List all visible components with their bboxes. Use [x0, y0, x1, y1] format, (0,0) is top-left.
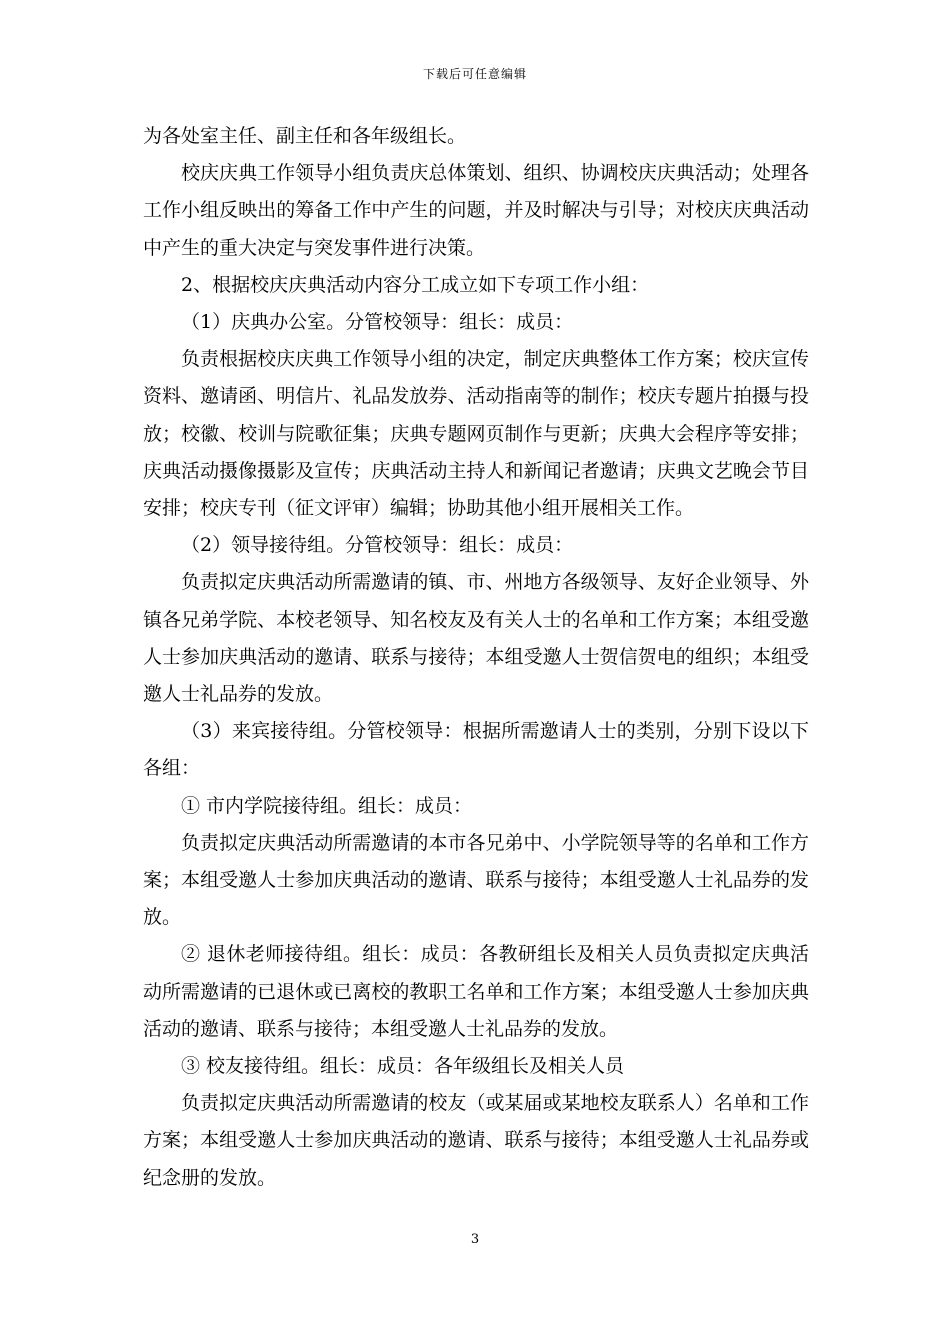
- paragraph: 负责拟定庆典活动所需邀请的校友（或某届或某地校友联系人）名单和工作方案；本组受邀人士参加庆典活动的邀请、联系与接待；本组受邀人士礼品券或纪念册的发放。: [143, 1092, 809, 1189]
- paragraph: 负责拟定庆典活动所需邀请的本市各兄弟中、小学院领导等的名单和工作方案；本组受邀人士参加庆典活动的邀请、联系与接待；本组受邀人士礼品券的发放。: [143, 831, 809, 929]
- document-body: [143, 118, 809, 1197]
- page-number: 3: [470, 1232, 480, 1247]
- subsection-heading: （1）庆典办公室。分管校领导：组长：成员：: [181, 311, 574, 334]
- subsection-heading: （3）来宾接待组。分管校领导：根据所需邀请人士的类别，分别下设以下各组：: [143, 720, 809, 780]
- subsection-heading: （2）领导接待组。分管校领导：组长：成员：: [181, 534, 574, 557]
- page-header: 下载后可任意编辑: [422, 67, 527, 81]
- paragraph: 负责拟定庆典活动所需邀请的镇、市、州地方各级领导、友好企业领导、外镇各兄弟学院、本校老领导、知名校友及有关人士的名单和工作方案；本组受邀人士参加庆典活动的邀请、联系与接待；本组受邀人士贺信贺电的组织；本组受邀人士礼品券的发放。: [143, 571, 809, 706]
- paragraph: 负责根据校庆庆典工作领导小组的决定，制定庆典整体工作方案；校庆宣传资料、邀请函、明信片、礼品发放券、活动指南等的制作；校庆专题片拍摄与投放；校徽、校训与院歌征集；庆典专题网页制作与更新；庆典大会程序等安排；庆典活动摄像摄影及宣传；庆典活动主持人和新闻记者邀请；庆典文艺晚会节目安排；校庆专刊（征文评审）编辑；协助其他小组开展相关工作。: [143, 348, 809, 520]
- paragraph: 为各处室主任、副主任和各年级组长。: [143, 125, 467, 147]
- list-item-heading: ② 退休老师接待组。组长：成员：各教研组长及相关人员负责拟定庆典活动所需邀请的已退休或已离校的教职工名单和工作方案；本组受邀人士参加庆典活动的邀请、联系与接待；本组受邀人士礼品券的发放。: [143, 943, 809, 1040]
- list-item-heading: ① 市内学院接待组。组长：成员：: [181, 794, 473, 817]
- section-heading: 2、根据校庆庆典活动内容分工成立如下专项工作小组：: [181, 273, 650, 296]
- list-item-heading: ③ 校友接待组。组长：成员：各年级组长及相关人员: [181, 1055, 625, 1078]
- paragraph: 校庆庆典工作领导小组负责庆总体策划、组织、协调校庆庆典活动；处理各工作小组反映出的筹备工作中产生的问题，并及时解决与引导；对校庆庆典活动中产生的重大决定与突发事件进行决策。: [143, 162, 809, 259]
